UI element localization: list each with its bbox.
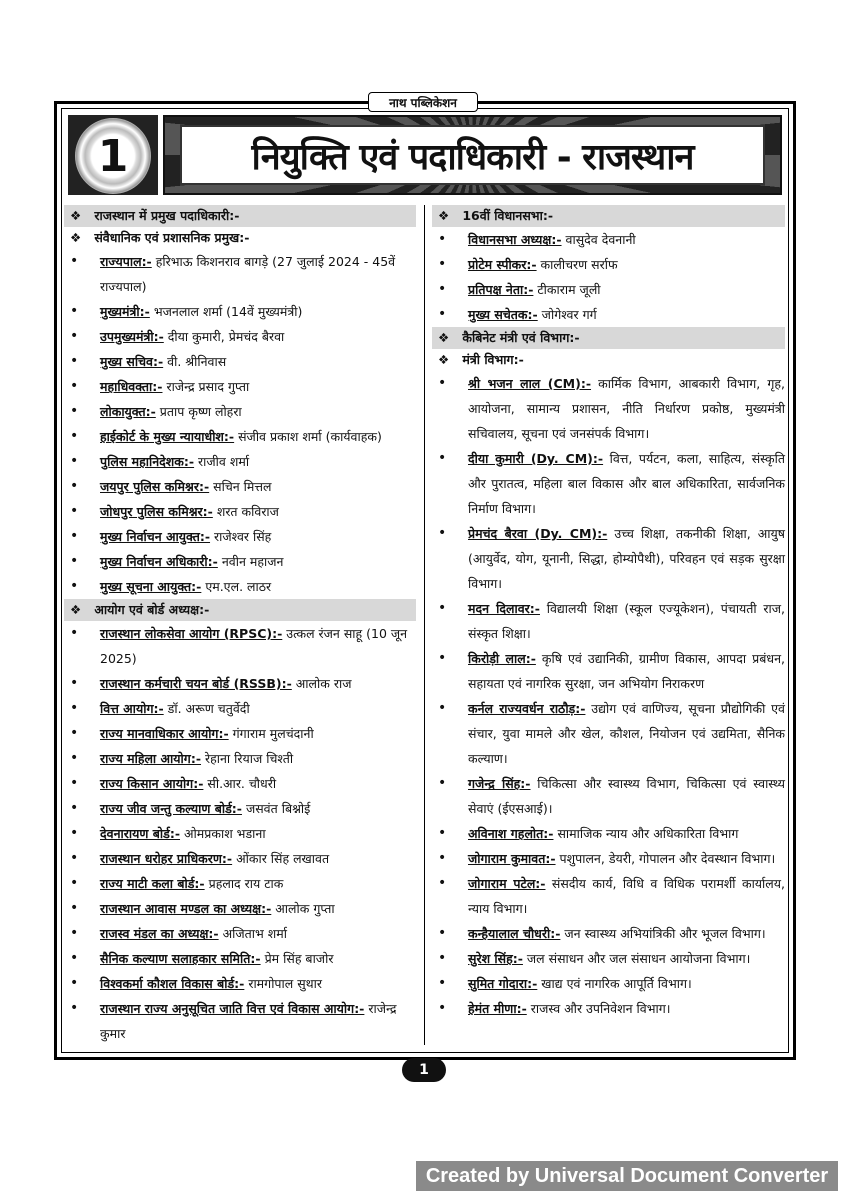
list-item <box>432 252 785 277</box>
item-label: गजेन्द्र सिंह:- <box>468 776 531 791</box>
item-value: भजनलाल शर्मा (14वें मुख्यमंत्री) <box>149 304 303 319</box>
item-value: उच्च शिक्षा, तकनीकी शिक्षा, आयुष (आयुर्वेद, योग, यूनानी, सिद्धा, होम्योपैथी), परिवहन एवं सड़क सुरक्षा विभाग। <box>468 526 785 591</box>
item-label: सुमित गोदारा:- <box>468 976 538 991</box>
item-label: राज्य माटी कला बोर्ड:- <box>100 876 205 891</box>
item-value: अजिताभ शर्मा <box>218 926 287 941</box>
item-label: मदन दिलावर:- <box>468 601 540 616</box>
list-item <box>64 474 416 499</box>
item-label: राजस्थान धरोहर प्राधिकरण:- <box>100 851 233 866</box>
section-header-officials: ❖ राजस्थान में प्रमुख पदाधिकारी:- <box>64 205 416 227</box>
list-item <box>64 621 416 671</box>
item-label: अविनाश गहलोत:- <box>468 826 554 841</box>
column-divider <box>424 205 425 1045</box>
list-item <box>64 796 416 821</box>
item-label: राजस्व मंडल का अध्यक्ष:- <box>100 926 219 941</box>
list-item <box>64 524 416 549</box>
list-item <box>432 921 785 946</box>
item-value: राजीव शर्मा <box>194 454 250 469</box>
item-value: वासुदेव देवनानी <box>561 232 636 247</box>
list-item <box>432 946 785 971</box>
item-value: दीया कुमारी, प्रेमचंद बैरवा <box>163 329 285 344</box>
item-label: राज्य किसान आयोग:- <box>100 776 204 791</box>
item-value: पशुपालन, डेयरी, गोपालन और देवस्थान विभाग। <box>555 851 776 866</box>
section-header-commissions: ❖ आयोग एवं बोर्ड अध्यक्ष:- <box>64 599 416 621</box>
item-value: जसवंत बिश्नोई <box>241 801 311 816</box>
list-item <box>64 499 416 524</box>
item-value: जन स्वास्थ्य अभियांत्रिकी और भूजल विभाग। <box>560 926 766 941</box>
publisher-label: नाथ पब्लिकेशन <box>368 92 478 112</box>
list-item <box>432 521 785 596</box>
item-label: राजस्थान कर्मचारी चयन बोर्ड (RSSB):- <box>100 676 292 691</box>
list-item <box>432 846 785 871</box>
item-value: उद्योग एवं वाणिज्य, सूचना प्रौद्योगिकी एवं संचार, युवा मामले और खेल, कौशल, नियोजन एवं उद्यमिता, सैनिक कल्याण। <box>468 701 785 766</box>
list-item <box>432 646 785 696</box>
list-item <box>64 299 416 324</box>
item-value: जल संसाधन और जल संसाधन आयोजना विभाग। <box>522 951 751 966</box>
item-value: खाद्य एवं नागरिक आपूर्ति विभाग। <box>537 976 692 991</box>
item-value: कृषि एवं उद्यानिकी, ग्रामीण विकास, आपदा प्रबंधन, सहायता एवं नागरिक सुरक्षा, जन अभियोग निराकरण <box>468 651 785 691</box>
item-label: पुलिस महानिदेशक:- <box>100 454 195 469</box>
list-item <box>432 971 785 996</box>
chapter-number: 1 <box>75 118 151 194</box>
item-label: दीया कुमारी (Dy. CM):- <box>468 451 604 466</box>
item-label: जोगाराम कुमावत:- <box>468 851 556 866</box>
item-label: कन्हैयालाल चौधरी:- <box>468 926 561 941</box>
list-item <box>432 596 785 646</box>
list-item <box>64 399 416 424</box>
item-value: रामगोपाल सुथार <box>244 976 323 991</box>
item-value: गंगाराम मुलचंदानी <box>228 726 314 741</box>
section-header-ministers: ❖ मंत्री विभाग:- <box>432 349 785 371</box>
item-value: विद्यालयी शिक्षा (स्कूल एज्यूकेशन), पंचायती राज, संस्कृत शिक्षा। <box>468 601 785 641</box>
item-value: एम.एल. लाठर <box>201 579 272 594</box>
item-value: वी. श्रीनिवास <box>163 354 227 369</box>
list-item <box>64 249 416 299</box>
item-value: प्रहलाद राय टाक <box>204 876 284 891</box>
list-item <box>64 921 416 946</box>
item-label: मुख्य सचेतक:- <box>468 307 538 322</box>
diamond-bullet-icon: ❖ <box>70 230 82 245</box>
item-label: मुख्य सचिव:- <box>100 354 164 369</box>
item-label: महाधिवक्ता:- <box>100 379 163 394</box>
item-label: राज्य मानवाधिकार आयोग:- <box>100 726 229 741</box>
item-value: सी.आर. चौधरी <box>203 776 277 791</box>
item-label: जोगाराम पटेल:- <box>468 876 546 891</box>
item-value: उत्कल रंजन साहू (10 जून 2025) <box>100 626 408 666</box>
item-label: सुरेश सिंह:- <box>468 951 523 966</box>
list-item <box>432 771 785 821</box>
list-item <box>432 277 785 302</box>
list-item <box>432 996 785 1021</box>
item-label: प्रेमचंद बैरवा (Dy. CM):- <box>468 526 608 541</box>
item-value: सामाजिक न्याय और अधिकारिता विभाग <box>553 826 739 841</box>
list-item <box>64 424 416 449</box>
item-value: प्रताप कृष्ण लोहरा <box>155 404 242 419</box>
item-value: संजीव प्रकाश शर्मा (कार्यवाहक) <box>234 429 382 444</box>
list-item <box>64 846 416 871</box>
ministers-list <box>432 371 785 1021</box>
right-column <box>432 205 785 1021</box>
diamond-bullet-icon: ❖ <box>438 208 450 223</box>
item-label: राज्य महिला आयोग:- <box>100 751 202 766</box>
item-value: टीकाराम जूली <box>533 282 601 297</box>
item-value: हरिभाऊ किशनराव बागड़े (27 जुलाई 2024 - 45वें राज्यपाल) <box>100 254 396 294</box>
item-value: रेहाना रियाज चिश्ती <box>201 751 294 766</box>
list-item <box>432 371 785 446</box>
item-label: राजस्थान लोकसेवा आयोग (RPSC):- <box>100 626 283 641</box>
item-label: मुख्यमंत्री:- <box>100 304 150 319</box>
diamond-bullet-icon: ❖ <box>438 330 450 345</box>
item-value: राजस्व और उपनिवेशन विभाग। <box>526 1001 671 1016</box>
item-label: राज्यपाल:- <box>100 254 152 269</box>
item-label: मुख्य निर्वाचन अधिकारी:- <box>100 554 218 569</box>
list-item <box>64 971 416 996</box>
watermark: Created by Universal Document Converter <box>416 1161 838 1191</box>
item-label: श्री भजन लाल (CM):- <box>468 376 592 391</box>
item-label: राजस्थान आवास मण्डल का अध्यक्ष:- <box>100 901 272 916</box>
list-item <box>64 946 416 971</box>
list-item <box>64 349 416 374</box>
list-item <box>64 574 416 599</box>
list-item <box>432 871 785 921</box>
item-label: मुख्य निर्वाचन आयुक्त:- <box>100 529 211 544</box>
item-value: कार्मिक विभाग, आबकारी विभाग, गृह, आयोजना, सामान्य प्रशासन, नीति निर्धारण प्रकोष्ठ, मुख्यमंत्री सचिवालय, सूचना एवं जनसंपर्क विभाग। <box>468 376 785 441</box>
item-value: वित्त, पर्यटन, कला, साहित्य, संस्कृति और पुरातत्व, महिला बाल विकास और बाल अधिकारिता, सार्वजनिक निर्माण विभाग। <box>468 451 786 516</box>
list-item <box>432 821 785 846</box>
item-label: राजस्थान राज्य अनुसूचित जाति वित्त एवं विकास आयोग:- <box>100 1001 365 1016</box>
item-value: जोगेश्वर गर्ग <box>537 307 597 322</box>
list-item <box>432 446 785 521</box>
item-label: प्रोटेम स्पीकर:- <box>468 257 537 272</box>
list-item <box>64 821 416 846</box>
item-label: लोकायुक्त:- <box>100 404 156 419</box>
item-label: हेमंत मीणा:- <box>468 1001 527 1016</box>
item-label: विश्वकर्मा कौशल विकास बोर्ड:- <box>100 976 245 991</box>
item-label: सैनिक कल्याण सलाहकार समिति:- <box>100 951 261 966</box>
item-value: ओमप्रकाश भडाना <box>180 826 266 841</box>
list-item <box>64 746 416 771</box>
item-value: राजेश्वर सिंह <box>210 529 272 544</box>
item-label: जयपुर पुलिस कमिश्नर:- <box>100 479 210 494</box>
item-label: हाईकोर्ट के मुख्य न्यायाधीश:- <box>100 429 235 444</box>
item-label: राज्य जीव जन्तु कल्याण बोर्ड:- <box>100 801 242 816</box>
item-value: प्रेम सिंह बाजोर <box>260 951 334 966</box>
item-label: प्रतिपक्ष नेता:- <box>468 282 534 297</box>
item-value: शरत कविराज <box>212 504 279 519</box>
list-item <box>64 896 416 921</box>
item-value: कालीचरण सर्राफ <box>536 257 618 272</box>
item-value: राजेन्द्र प्रसाद गुप्ता <box>162 379 250 394</box>
list-item <box>64 996 416 1046</box>
item-value: संसदीय कार्य, विधि व विधिक परामर्शी कार्यालय, न्याय विभाग। <box>468 876 785 916</box>
chapter-title: नियुक्ति एवं पदाधिकारी - राजस्थान <box>180 125 765 185</box>
section-header-cabinet: ❖ कैबिनेट मंत्री एवं विभाग:- <box>432 327 785 349</box>
list-item <box>64 324 416 349</box>
item-value: सचिन मित्तल <box>209 479 272 494</box>
page-number: 1 <box>402 1058 446 1082</box>
item-label: कर्नल राज्यवर्धन राठौड़:- <box>468 701 586 716</box>
list-item <box>64 721 416 746</box>
item-value: डॉ. अरूण चतुर्वेदी <box>163 701 250 716</box>
item-value: आलोक गुप्ता <box>271 901 335 916</box>
list-item <box>64 671 416 696</box>
item-value: आलोक राज <box>291 676 352 691</box>
diamond-bullet-icon: ❖ <box>70 602 82 617</box>
item-label: किरोड़ी लाल:- <box>468 651 536 666</box>
item-value: ओंकार सिंह लखावत <box>232 851 330 866</box>
item-label: जोधपुर पुलिस कमिश्नर:- <box>100 504 213 519</box>
section-header-constitutional: ❖ संवैधानिक एवं प्रशासनिक प्रमुख:- <box>64 227 416 249</box>
list-item <box>64 549 416 574</box>
left-column <box>64 205 416 1046</box>
item-label: देवनारायण बोर्ड:- <box>100 826 181 841</box>
list-item <box>64 449 416 474</box>
item-value: नवीन महाजन <box>217 554 284 569</box>
item-label: मुख्य सूचना आयुक्त:- <box>100 579 202 594</box>
item-value: राजेन्द्र कुमार <box>100 1001 397 1041</box>
item-label: उपमुख्यमंत्री:- <box>100 329 164 344</box>
section-header-assembly: ❖ 16वीं विधानसभा:- <box>432 205 785 227</box>
commissions-list <box>64 621 416 1046</box>
list-item <box>432 227 785 252</box>
item-value: चिकित्सा और स्वास्थ्य विभाग, चिकित्सा एवं स्वास्थ्य सेवाएं (ईएसआई)। <box>468 776 785 816</box>
item-label: वित्त आयोग:- <box>100 701 164 716</box>
list-item <box>64 771 416 796</box>
diamond-bullet-icon: ❖ <box>438 352 450 367</box>
diamond-bullet-icon: ❖ <box>70 208 82 223</box>
list-item <box>64 696 416 721</box>
list-item <box>64 374 416 399</box>
item-label: विधानसभा अध्यक्ष:- <box>468 232 562 247</box>
officials-list <box>64 249 416 599</box>
list-item <box>432 302 785 327</box>
list-item <box>432 696 785 771</box>
list-item <box>64 871 416 896</box>
assembly-list <box>432 227 785 327</box>
